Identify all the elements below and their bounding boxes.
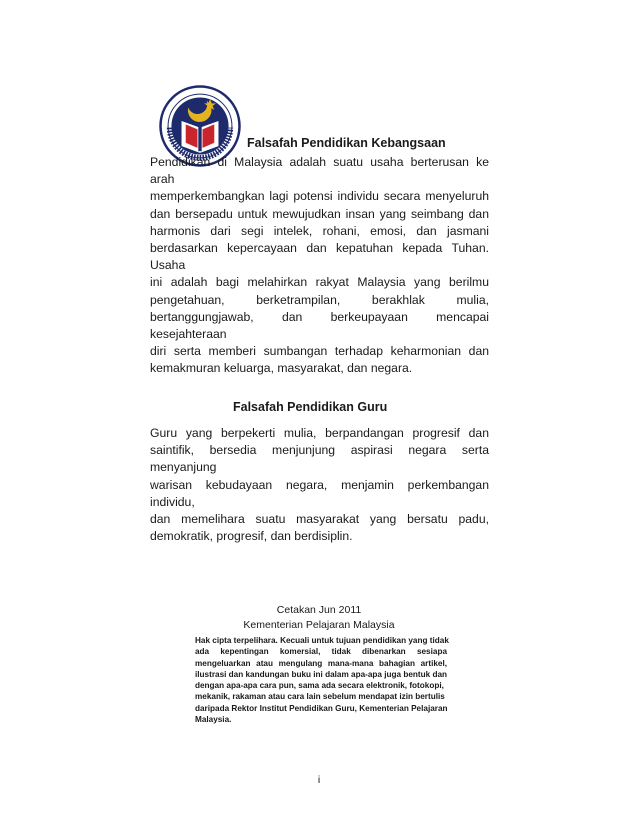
paragraph-line: berdasarkan kepercayaan dan kepatuhan kepada Tuhan. Usaha bbox=[150, 241, 489, 273]
paragraph-line: demokratik, progresif, dan berdisiplin. bbox=[150, 529, 353, 544]
section-title-national-philosophy: Falsafah Pendidikan Kebangsaan bbox=[247, 136, 446, 150]
paragraph-line: memperkembangkan lagi potensi individu secara menyeluruh bbox=[150, 189, 489, 204]
copyright-line: Malaysia. bbox=[195, 715, 232, 725]
copyright-line: Hak cipta terpelihara. Kecuali untuk tujuan pendidikan yang tidak bbox=[195, 636, 449, 645]
publisher-name: Kementerian Pelajaran Malaysia bbox=[243, 619, 395, 631]
paragraph-line: pengetahuan, berketrampilan, berakhlak mulia, bbox=[150, 292, 489, 307]
copyright-notice bbox=[195, 635, 447, 725]
copyright-line: ilustrasi dan kandungan buku ini dalam apa-apa juga bentuk dan bbox=[195, 669, 448, 679]
copyright-line: ada kepentingan komersial, tidak dibenarkan sesiapa bbox=[195, 647, 447, 657]
page-number: i bbox=[317, 774, 321, 786]
copyright-line: mengeluarkan atau mengulang mana-mana bahagian artikel, bbox=[195, 658, 447, 668]
paragraph-line: warisan kebudayaan negara, menjamin perkembangan individu, bbox=[150, 477, 489, 509]
section-title-teacher-philosophy: Falsafah Pendidikan Guru bbox=[233, 400, 388, 414]
paragraph-line: Guru yang berpekerti mulia, berpandangan progresif dan bbox=[150, 426, 489, 440]
paragraph-line: dan memelihara suatu masyarakat yang bersatu padu, bbox=[150, 512, 489, 527]
paragraph-line: bertanggungjawab, dan berkeupayaan mencapai kesejahteraan bbox=[150, 309, 489, 342]
print-date: Cetakan Jun 2011 bbox=[276, 604, 362, 616]
copyright-line: dengan apa-apa cara pun, sama ada secara elektronik, fotokopi, bbox=[195, 681, 444, 691]
paragraph-line: saintifik, bersedia menjunjung aspirasi negara serta menyanjung bbox=[150, 443, 489, 475]
paragraph-line: ini adalah bagi melahirkan rakyat Malaysia yang berilmu bbox=[150, 275, 489, 290]
paragraph-line: dan bersepadu untuk mewujudkan insan yang seimbang dan bbox=[150, 206, 489, 221]
paragraph-line: kemakmuran keluarga, masyarakat, dan negara. bbox=[150, 361, 413, 376]
teacher-philosophy-paragraph bbox=[150, 425, 489, 545]
paragraph-line: harmonis dari segi intelek, rohani, emosi, dan jasmani bbox=[150, 223, 489, 238]
copyright-line: daripada Rektor Institut Pendidikan Guru, Kementerian Pelajaran bbox=[195, 703, 448, 713]
paragraph-line: diri serta memberi sumbangan terhadap keharmonian dan bbox=[150, 344, 489, 359]
national-philosophy-paragraph bbox=[150, 154, 489, 378]
paragraph-line: Pendidikan di Malaysia adalah suatu usaha berterusan ke arah bbox=[150, 155, 489, 187]
copyright-line: mekanik, rakaman atau cara lain sebelum mendapat izin bertulis bbox=[195, 692, 445, 702]
